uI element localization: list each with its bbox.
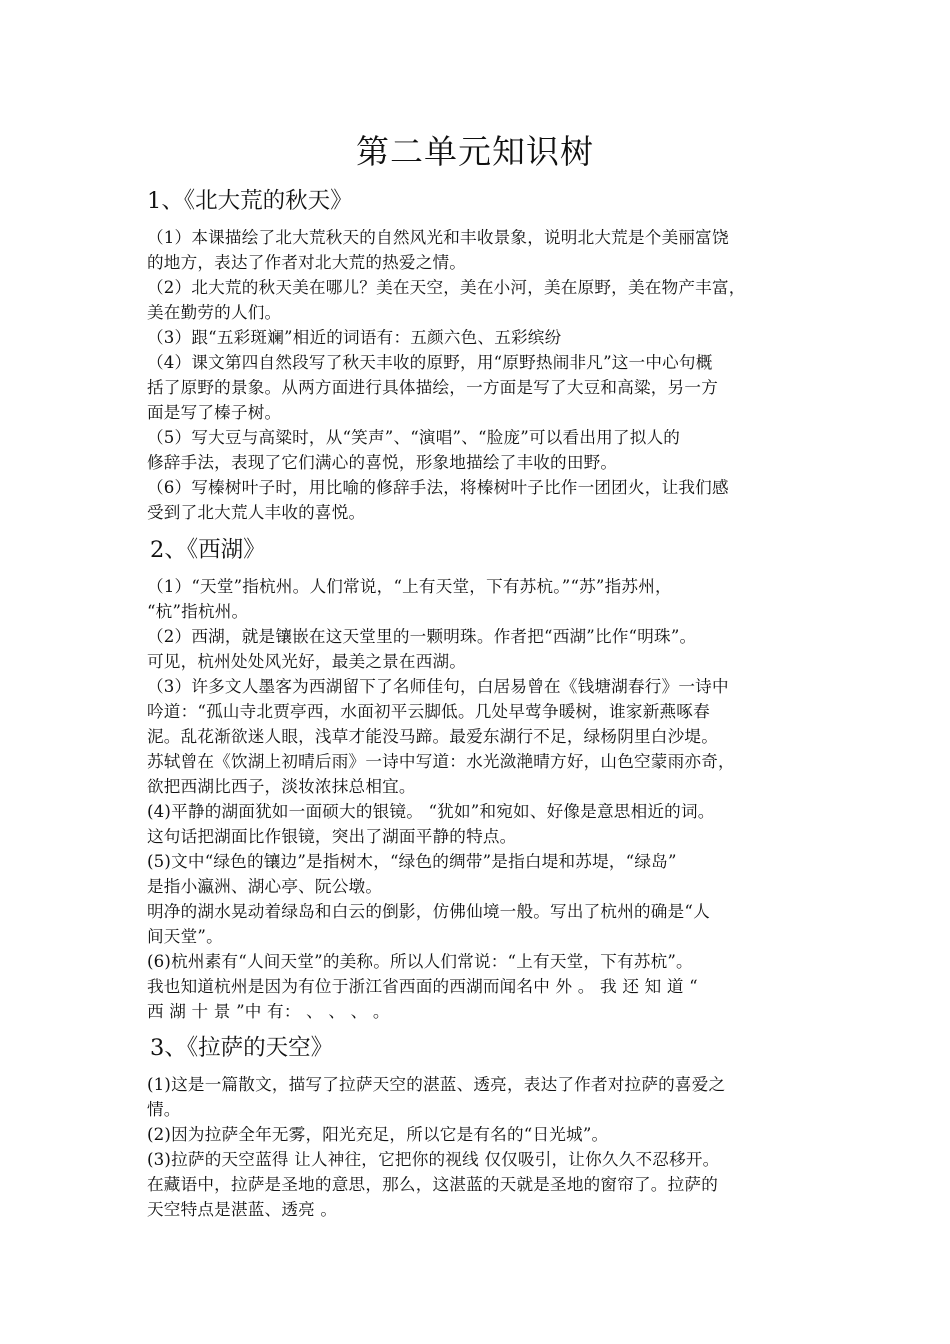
- text-line: （3）跟“五彩斑斓”相近的词语有：五颜六色、五彩缤纷: [147, 328, 562, 347]
- text-line: (4)平静的湖面犹如一面硕大的银镜。 “犹如”和宛如、好像是意思相近的词。: [147, 802, 715, 821]
- text-line: （1）“天堂”指杭州。人们常说，“上有天堂，下有苏杭。”“苏”指苏州，: [147, 577, 672, 596]
- text-line: 受到了北大荒人丰收的喜悦。: [147, 503, 366, 522]
- text-line: (2)因为拉萨全年无雾，阳光充足，所以它是有名的“日光城”。: [147, 1125, 609, 1144]
- text-line: 苏轼曾在《饮湖上初晴后雨》一诗中写道：水光潋滟晴方好，山色空蒙雨亦奇，: [147, 752, 735, 771]
- text-line: 可见，杭州处处风光好，最美之景在西湖。: [147, 652, 467, 671]
- text-line: （2）西湖，就是镶嵌在这天堂里的一颗明珠。作者把“西湖”比作“明珠”。: [147, 627, 697, 646]
- text-line: 在藏语中，拉萨是圣地的意思，那么，这湛蓝的天就是圣地的窗帘了。拉萨的: [147, 1175, 718, 1194]
- text-line: 是指小瀛洲、湖心亭、阮公墩。: [147, 877, 383, 896]
- text-line: 的地方，表达了作者对北大荒的热爱之情。: [147, 253, 467, 272]
- text-line: 明净的湖水晃动着绿岛和白云的倒影，仿佛仙境一般。写出了杭州的确是“人: [147, 902, 710, 921]
- section-heading-1: 1、《北大荒的秋天》: [147, 188, 353, 214]
- text-line: 括了原野的景象。从两方面进行具体描绘，一方面是写了大豆和高粱，另一方: [147, 378, 718, 397]
- text-line: 欲把西湖比西子，淡妆浓抹总相宜。: [147, 777, 416, 796]
- text-line: 泥。乱花渐欲迷人眼，浅草才能没马蹄。最爱东湖行不足，绿杨阴里白沙堤。: [147, 727, 718, 746]
- text-line: 间天堂”。: [147, 927, 223, 946]
- section-heading-2: 2、《西湖》: [150, 537, 266, 563]
- text-line: （6）写榛树叶子时，用比喻的修辞手法，将榛树叶子比作一团团火，让我们感: [147, 478, 729, 497]
- text-line: (6)杭州素有“人间天堂”的美称。所以人们常说：“上有天堂，下有苏杭”。: [147, 952, 693, 971]
- text-line: “杭”指杭州。: [147, 602, 249, 621]
- text-line: 修辞手法，表现了它们满心的喜悦，形象地描绘了丰收的田野。: [147, 453, 618, 472]
- section-heading-3: 3、《拉萨的天空》: [150, 1035, 334, 1061]
- text-line: (1)这是一篇散文，描写了拉萨天空的湛蓝、透亮，表达了作者对拉萨的喜爱之: [147, 1075, 726, 1094]
- text-line: (5)文中“绿色的镶边”是指树木，“绿色的绸带”是指白堤和苏堤，“绿岛”: [147, 852, 677, 871]
- text-line: （3）许多文人墨客为西湖留下了名师佳句，白居易曾在《钱塘湖春行》一诗中: [147, 677, 729, 696]
- text-line: （1）本课描绘了北大荒秋天的自然风光和丰收景象，说明北大荒是个美丽富饶: [147, 228, 729, 247]
- text-line: 我也知道杭州是因为有位于浙江省西面的西湖而闻名中 外 。 我 还 知 道 “: [147, 977, 698, 996]
- text-line: 美在勤劳的人们。: [147, 303, 282, 322]
- text-line: 情。: [147, 1100, 181, 1119]
- fill-in-blank-line: 西 湖 十 景 ”中 有： 、 、 、 。: [147, 1002, 390, 1021]
- text-line: (3)拉萨的天空蓝得 让人神往，它把你的视线 仅仅吸引，让你久久不忍移开。: [147, 1150, 720, 1169]
- text-line: （4）课文第四自然段写了秋天丰收的原野，用“原野热闹非凡”这一中心句概: [147, 353, 713, 372]
- text-line: （2）北大荒的秋天美在哪儿？美在天空，美在小河，美在原野，美在物产丰富，: [147, 278, 746, 297]
- text-line: 这句话把湖面比作银镜，突出了湖面平静的特点。: [147, 827, 517, 846]
- text-line: （5）写大豆与高粱时，从“笑声”、“演唱”、“脸庞”可以看出用了拟人的: [147, 428, 681, 447]
- text-line: 天空特点是湛蓝、透亮 。: [147, 1200, 338, 1219]
- page-title: 第二单元知识树: [356, 132, 594, 171]
- text-line: 面是写了榛子树。: [147, 403, 282, 422]
- text-line: 吟道：“孤山寺北贾亭西，水面初平云脚低。几处早莺争暖树，谁家新燕啄春: [147, 702, 710, 721]
